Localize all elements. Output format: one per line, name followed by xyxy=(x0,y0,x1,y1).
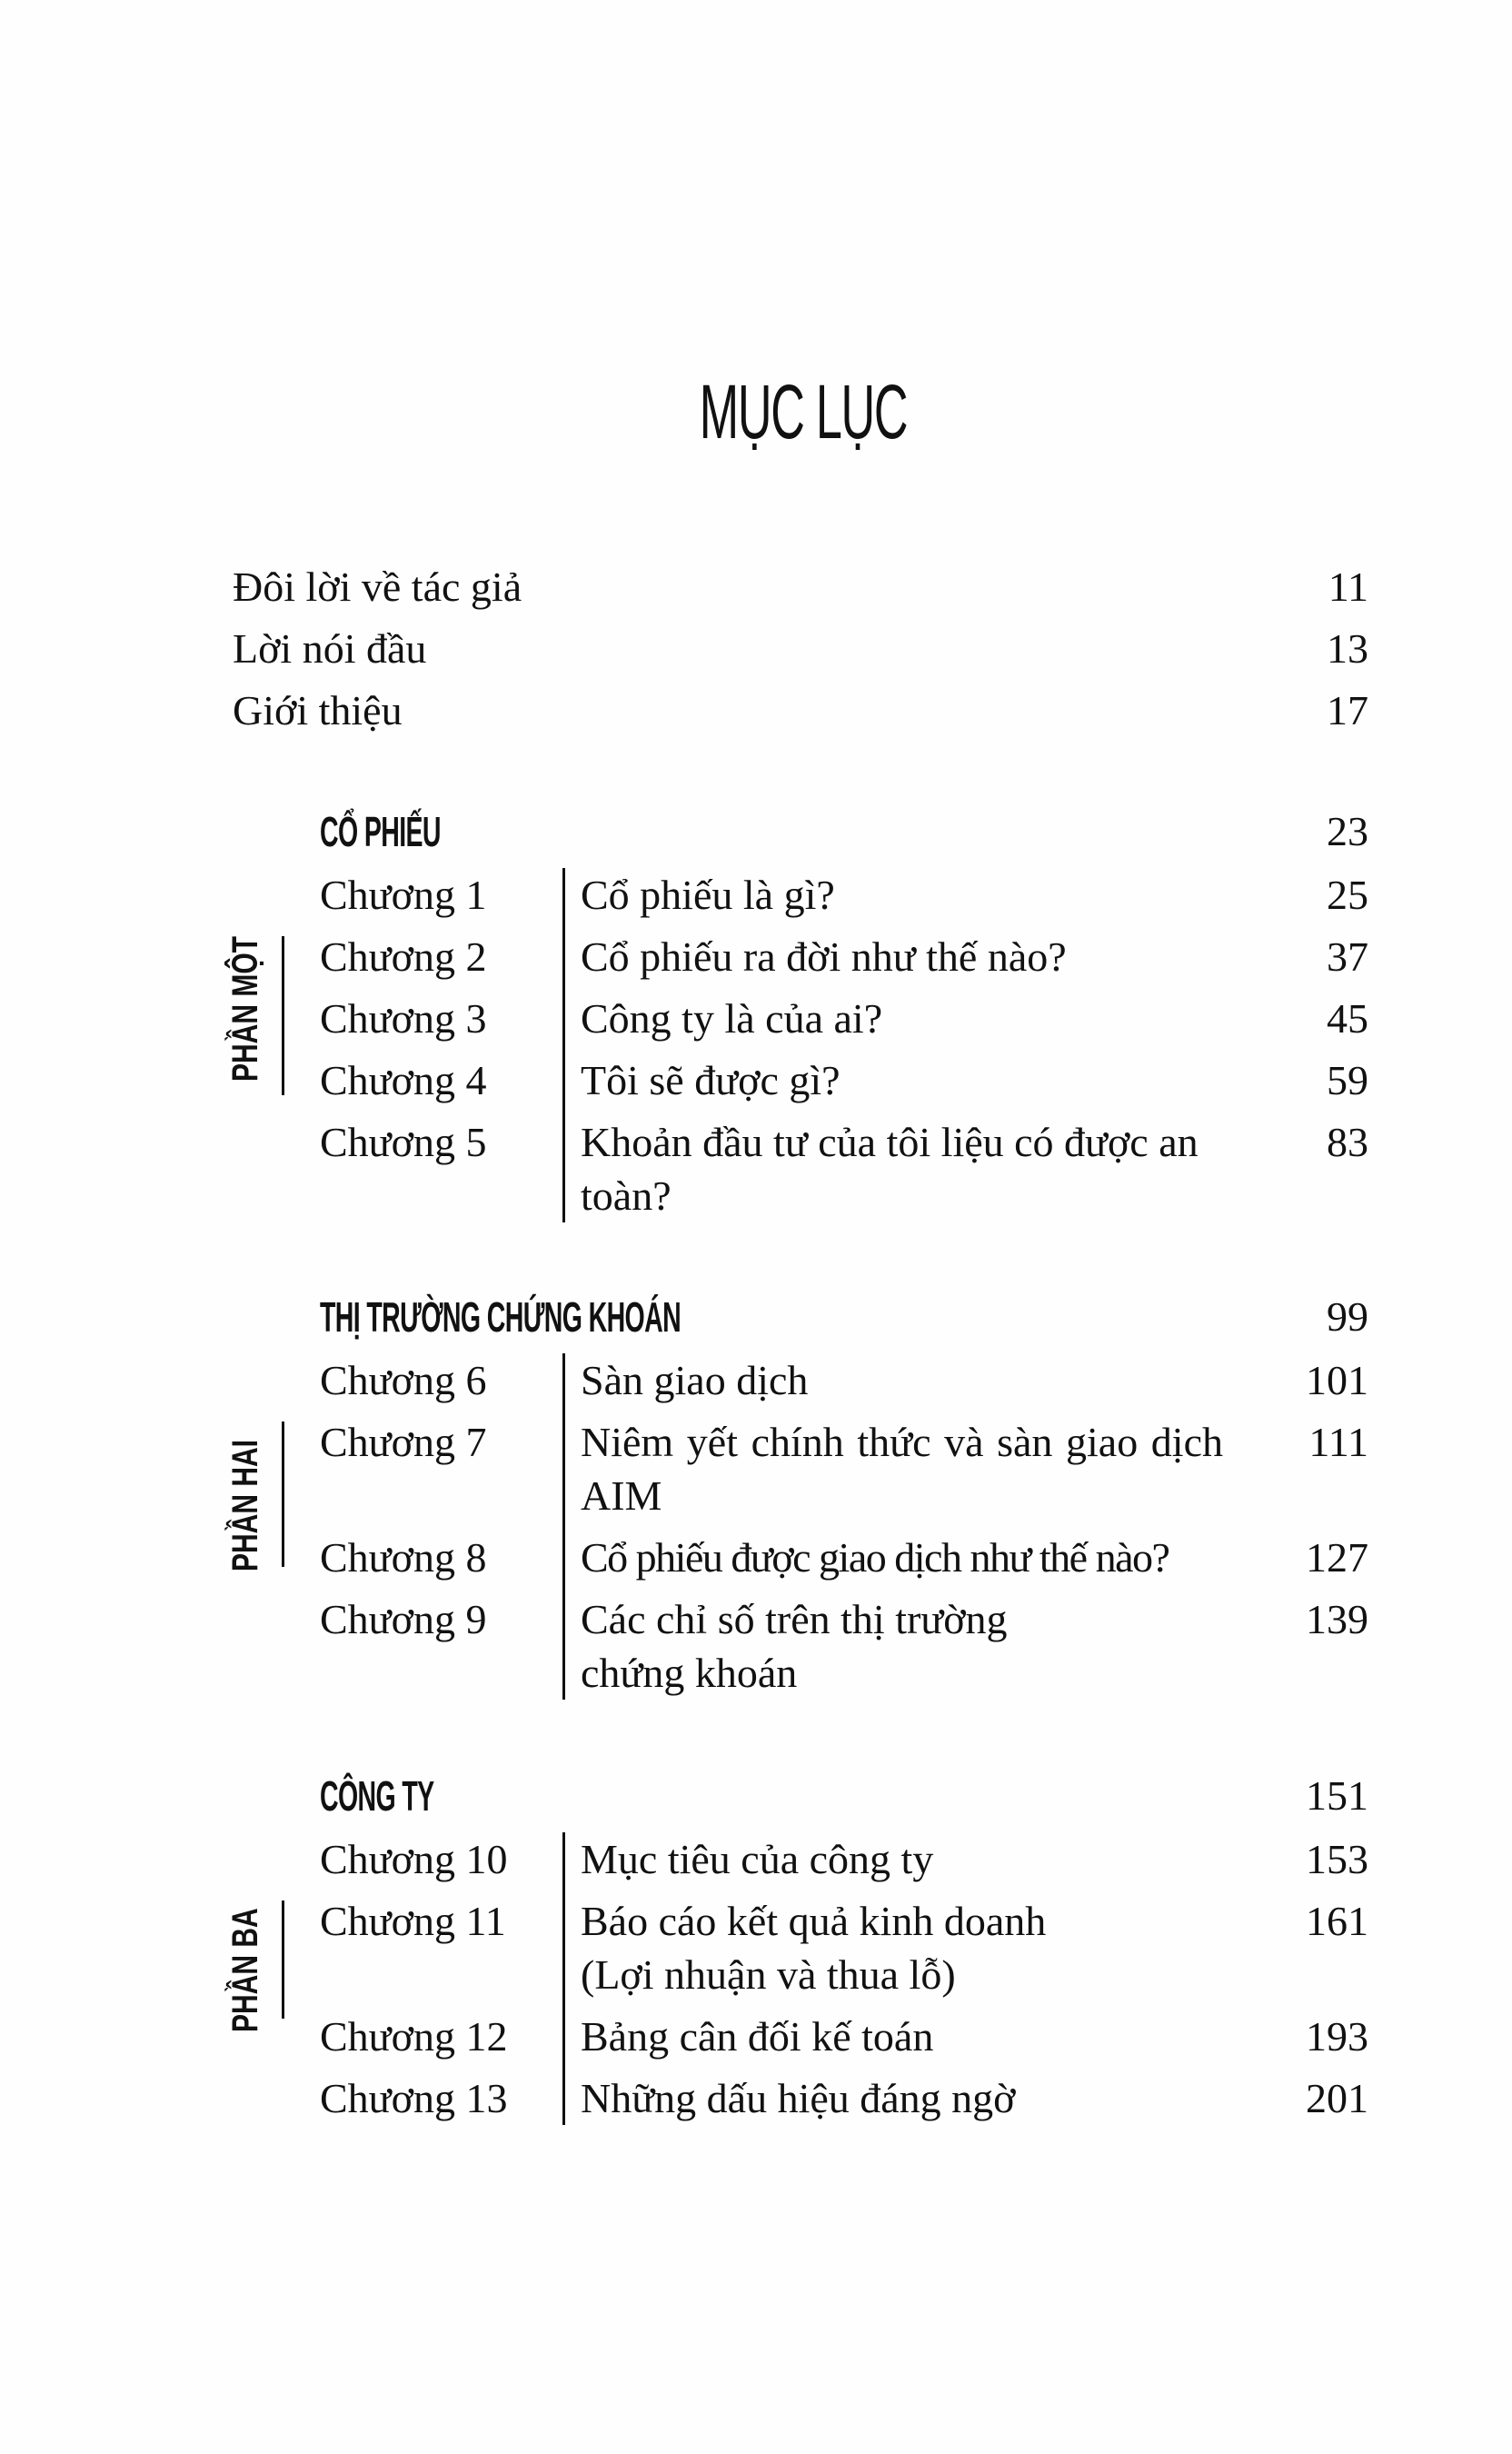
part-page: 151 xyxy=(1306,1772,1368,1819)
chapter-page: 37 xyxy=(1327,933,1368,980)
chapter-row[interactable] xyxy=(320,2010,1368,2063)
chapter-row[interactable] xyxy=(320,1353,1368,1407)
chapter-page: 201 xyxy=(1306,2075,1368,2121)
entry-page: 11 xyxy=(1328,564,1368,610)
chapter-number: Chương 2 xyxy=(320,933,487,980)
page-title: MỤC LỤC xyxy=(699,369,908,454)
chapter-title: Những dấu hiệu đáng ngờ xyxy=(562,2063,1296,2125)
chapter-page: 127 xyxy=(1306,1534,1368,1581)
chapter-row[interactable] xyxy=(320,1115,1368,1222)
chapter-number: Chương 1 xyxy=(320,872,487,918)
toc-entry[interactable] xyxy=(233,556,1368,618)
chapter-page: 193 xyxy=(1306,2013,1368,2060)
entry-page: 17 xyxy=(1327,687,1368,733)
chapter-page: 101 xyxy=(1306,1357,1368,1403)
chapter-title: Bảng cân đối kế toán xyxy=(562,2001,1296,2063)
entry-label: Đôi lời về tác giả xyxy=(233,564,522,610)
chapter-row[interactable] xyxy=(320,2071,1368,2125)
chapter-number: Chương 6 xyxy=(320,1357,487,1403)
toc-entry[interactable] xyxy=(233,618,1368,680)
part-page: 99 xyxy=(1327,1293,1368,1340)
entry-label: Giới thiệu xyxy=(233,687,403,733)
chapter-title: Sàn giao dịch xyxy=(562,1353,1296,1407)
chapter-number: Chương 4 xyxy=(320,1057,487,1103)
chapter-page: 161 xyxy=(1306,1898,1368,1944)
part-divider xyxy=(282,936,284,1095)
chapter-row[interactable] xyxy=(320,1415,1368,1522)
chapter-number: Chương 3 xyxy=(320,995,487,1042)
chapter-number: Chương 13 xyxy=(320,2075,508,2121)
chapter-number: Chương 10 xyxy=(320,1836,508,1882)
part-heading[interactable]: CÔNG TY xyxy=(320,1772,434,1820)
chapter-title: Cổ phiếu là gì? xyxy=(562,868,1296,922)
chapter-page: 139 xyxy=(1306,1596,1368,1642)
part-page: 23 xyxy=(1327,808,1368,854)
chapter-title: Mục tiêu của công ty xyxy=(562,1832,1296,1886)
chapter-title: Công ty là của ai? xyxy=(562,983,1296,1045)
chapter-page: 59 xyxy=(1327,1057,1368,1103)
chapter-number: Chương 5 xyxy=(320,1119,487,1165)
chapter-page: 153 xyxy=(1306,1836,1368,1882)
chapter-row[interactable] xyxy=(320,1531,1368,1584)
part-label: PHẦN BA xyxy=(225,1908,265,2032)
entry-page: 13 xyxy=(1327,625,1368,672)
part-label: PHẦN HAI xyxy=(225,1439,265,1571)
chapter-page: 83 xyxy=(1327,1119,1368,1165)
chapter-row[interactable] xyxy=(320,868,1368,922)
chapter-number: Chương 7 xyxy=(320,1419,487,1465)
chapter-number: Chương 11 xyxy=(320,1898,506,1944)
toc-entry[interactable] xyxy=(233,680,1368,742)
chapter-number: Chương 9 xyxy=(320,1596,487,1642)
chapter-row[interactable] xyxy=(320,992,1368,1045)
chapter-title: Cổ phiếu ra đời như thế nào? xyxy=(562,922,1296,983)
chapter-page: 25 xyxy=(1327,872,1368,918)
chapter-title: Cổ phiếu được giao dịch như thế nào? xyxy=(562,1522,1296,1584)
chapter-title: Niêm yết chính thức và sàn giao dịch AIM xyxy=(562,1407,1296,1522)
chapter-title: Khoản đầu tư của tôi liệu có được an toàn? xyxy=(562,1107,1296,1222)
part-heading[interactable]: CỔ PHIẾU xyxy=(320,808,441,855)
chapter-title: Báo cáo kết quả kinh doanh (Lợi nhuận và thua lỗ) xyxy=(562,1886,1296,2001)
chapter-title: Tôi sẽ được gì? xyxy=(562,1045,1296,1107)
chapter-number: Chương 8 xyxy=(320,1534,487,1581)
entry-label: Lời nói đầu xyxy=(233,625,427,672)
chapter-number: Chương 12 xyxy=(320,2013,508,2060)
chapter-page: 111 xyxy=(1308,1419,1368,1465)
chapter-row[interactable] xyxy=(320,1894,1368,2001)
part-divider xyxy=(282,1900,284,2019)
chapter-row[interactable] xyxy=(320,1832,1368,1886)
chapter-page: 45 xyxy=(1327,995,1368,1042)
chapter-row[interactable] xyxy=(320,930,1368,983)
part-heading[interactable]: THỊ TRƯỜNG CHỨNG KHOÁN xyxy=(320,1293,681,1341)
chapter-row[interactable] xyxy=(320,1592,1368,1700)
chapter-row[interactable] xyxy=(320,1053,1368,1107)
chapter-title: Các chỉ số trên thị trường chứng khoán xyxy=(562,1584,1296,1700)
front-matter-list xyxy=(233,556,1368,742)
part-divider xyxy=(282,1422,284,1567)
part-label: PHẦN MỘT xyxy=(225,936,265,1082)
